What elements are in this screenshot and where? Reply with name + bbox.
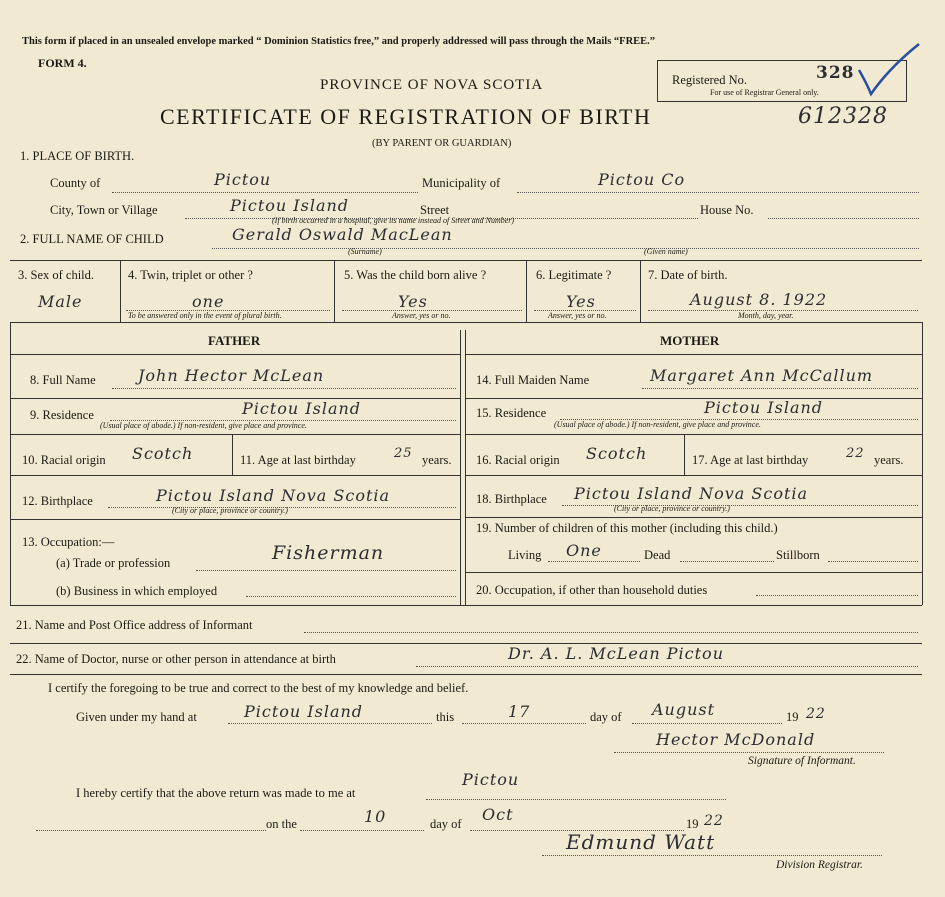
informant-signature: Hector McDonald [656,730,816,749]
mother-age-value: 22 [846,446,865,461]
street-label: Street [420,203,450,217]
alive-value: Yes [398,292,428,311]
birth-date-value: August 8. 1922 [690,290,828,309]
occupation-label: 13. Occupation:— [22,535,115,549]
mother-birthplace-label: 18. Birthplace [476,492,547,506]
father-age-label: 11. Age at last birthday [240,453,356,467]
living-label: Living [508,548,542,562]
doctor-value: Dr. A. L. McLean Pictou [508,644,724,663]
dead-label: Dead [644,548,671,562]
city-value: Pictou Island [230,196,350,215]
twin-value: one [192,292,225,311]
place-heading: 1. PLACE OF BIRTH. [20,149,135,163]
mother-racial-value: Scotch [586,444,648,463]
father-heading: FATHER [208,333,261,348]
given-month-value: August [652,700,716,719]
living-value: One [566,541,602,560]
informant-signature-label: Signature of Informant. [748,755,856,767]
page-subtitle: (BY PARENT OR GUARDIAN) [372,138,512,149]
mother-residence-note: (Usual place of abode.) If non-resident, give place and province. [554,420,761,429]
mother-name-label: 14. Full Maiden Name [476,373,590,387]
registrar-signature-label: Division Registrar. [776,859,863,871]
father-name-value: John Hector McLean [138,366,325,385]
page-title: CERTIFICATE OF REGISTRATION OF BIRTH [160,104,652,129]
father-residence-label: 9. Residence [30,408,94,422]
registrar-place-value: Pictou [462,770,520,789]
father-birthplace-note: (City or place, province or country.) [172,506,288,515]
check-mark-icon [855,40,925,100]
twin-label: 4. Twin, triplet or other ? [128,268,253,282]
mother-birthplace-note: (City or place, province or country.) [614,504,730,513]
house-label: House No. [700,203,754,217]
given-day-of-label: day of [590,710,622,724]
children-count-label: 19. Number of children of this mother (including this child.) [476,521,778,535]
mother-occupation-label: 20. Occupation, if other than household duties [476,583,708,597]
given-place-value: Pictou Island [244,702,364,721]
legitimate-note: Answer, yes or no. [548,311,607,320]
stillborn-label: Stillborn [776,548,820,562]
sex-label: 3. Sex of child. [18,268,95,282]
mother-residence-label: 15. Residence [476,406,547,420]
birth-date-label: 7. Date of birth. [648,268,728,282]
child-name-label: 2. FULL NAME OF CHILD [20,232,164,246]
registered-label: Registered No. [672,73,747,87]
registrar-on-label: on the [266,817,297,831]
registered-note: For use of Registrar General only. [710,88,819,97]
mother-birthplace-value: Pictou Island Nova Scotia [574,484,809,503]
business-label: (b) Business in which employed [56,584,218,598]
birth-date-note: Month, day, year. [738,311,794,320]
child-name-value: Gerald Oswald MacLean [232,225,453,244]
given-day-value: 17 [508,702,531,721]
father-age-value: 25 [394,446,413,461]
given-year-value: 22 [806,706,826,722]
sex-value: Male [38,292,83,311]
county-label: County of [50,176,101,190]
given-year-prefix: 19 [786,710,799,724]
registrar-day-of-label: day of [430,817,462,831]
doctor-label: 22. Name of Doctor, nurse or other person in attendance at birth [16,652,336,666]
trade-label: (a) Trade or profession [56,556,171,570]
registrar-certify-text: I hereby certify that the above return was made to me at [76,786,356,800]
alive-note: Answer, yes or no. [392,311,451,320]
street-note: (If birth occurred in a hospital, give its name instead of Street and Number) [272,216,515,225]
province-heading: PROVINCE OF NOVA SCOTIA [320,77,544,93]
father-residence-value: Pictou Island [242,399,362,418]
mother-years-label: years. [874,453,904,467]
mail-notice: This form if placed in an unsealed envelope marked “ Dominion Statistics free,” and properly addressed will pass through the Mails “FREE.” [22,36,656,47]
municipality-label: Municipality of [422,176,501,190]
mother-name-value: Margaret Ann McCallum [650,366,874,385]
surname-note: (Surname) [348,247,382,256]
twin-note: To be answered only in the event of plural birth. [128,311,282,320]
given-name-note: (Given name) [644,247,688,256]
registrar-signature: Edmund Watt [566,830,716,854]
county-value: Pictou [214,170,272,189]
legitimate-label: 6. Legitimate ? [536,268,612,282]
city-label: City, Town or Village [50,203,158,217]
registrar-year-prefix: 19 [686,817,699,831]
registrar-month-value: Oct [482,805,514,824]
father-name-label: 8. Full Name [30,373,96,387]
form-number: FORM 4. [38,56,87,70]
registrar-year-value: 22 [704,813,724,829]
certify-text: I certify the foregoing to be true and correct to the best of my knowledge and belief. [48,681,469,695]
mother-racial-label: 16. Racial origin [476,453,560,467]
this-label: this [436,710,455,724]
informant-label: 21. Name and Post Office address of Informant [16,618,253,632]
mother-age-label: 17. Age at last birthday [692,453,809,467]
father-residence-note: (Usual place of abode.) If non-resident, give place and province. [100,421,307,430]
alive-label: 5. Was the child born alive ? [344,268,487,282]
father-years-label: years. [422,453,452,467]
father-racial-label: 10. Racial origin [22,453,106,467]
father-birthplace-label: 12. Birthplace [22,494,93,508]
father-birthplace-value: Pictou Island Nova Scotia [156,486,391,505]
given-at-label: Given under my hand at [76,710,197,724]
legitimate-value: Yes [566,292,596,311]
municipality-value: Pictou Co [598,170,686,189]
trade-value: Fisherman [272,542,385,564]
father-racial-value: Scotch [132,444,194,463]
handwritten-number: 612328 [798,104,888,129]
registered-number: 328 [816,63,855,83]
mother-heading: MOTHER [660,333,720,348]
mother-residence-value: Pictou Island [704,398,824,417]
registrar-day-value: 10 [364,807,387,826]
